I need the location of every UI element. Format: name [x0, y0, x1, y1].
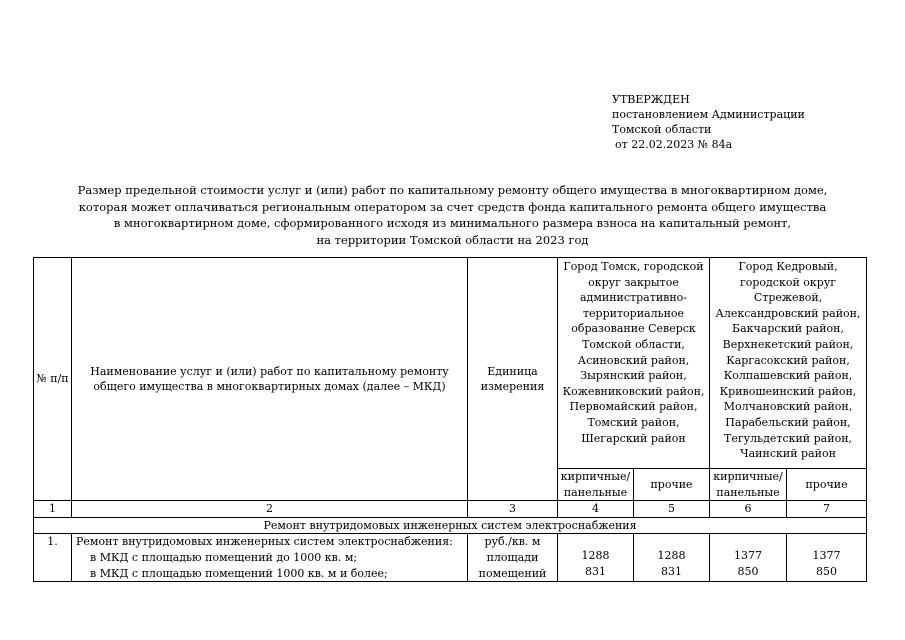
row-num: 1. — [34, 534, 72, 582]
value-small-area: 1288 — [581, 549, 610, 563]
col-number: 5 — [634, 501, 710, 518]
value-large-area: 850 — [816, 564, 838, 578]
section-title: Ремонт внутридомовых инженерных систем электроснабжения — [34, 517, 867, 534]
approval-line-3: Томской области — [612, 123, 712, 136]
col-number: 1 — [34, 501, 72, 518]
col-number: 2 — [72, 501, 468, 518]
row-value-cell — [558, 534, 634, 582]
table-row — [34, 534, 867, 582]
value-large-area: 831 — [585, 564, 606, 578]
value-small-area: 1377 — [734, 549, 763, 563]
row-name-cell — [72, 534, 468, 582]
header-num: № п/п — [34, 258, 72, 501]
row-name: Ремонт внутридомовых инженерных систем электроснабжения: — [76, 535, 453, 549]
row-subitem-2: в МКД с площадью помещений 1000 кв. м и более; — [90, 566, 388, 580]
approval-line-4: от 22.02.2023 № 84а — [615, 138, 733, 151]
subheader-other-2: прочие — [787, 469, 867, 501]
approval-line-1: УТВЕРЖДЕН — [612, 93, 690, 106]
price-table — [33, 257, 867, 582]
col-number: 7 — [787, 501, 867, 518]
approval-line-2: постановлением Администрации — [612, 108, 805, 121]
title-line-3: в многоквартирном доме, сформированного исходя из минимального размера взноса на капитальный ремонт, — [113, 216, 792, 230]
value-large-area: 850 — [737, 564, 759, 578]
column-number-row — [34, 501, 867, 518]
row-value-cell — [634, 534, 710, 582]
title-line-4: на территории Томской области на 2023 год — [316, 232, 589, 247]
row-subitem-1: в МКД с площадью помещений до 1000 кв. м; — [90, 550, 358, 564]
document-title — [40, 182, 865, 248]
row-unit: руб./кв. м площади помещений — [468, 534, 558, 582]
subheader-other-1: прочие — [634, 469, 710, 501]
subheader-brick-1: кирпичные/ панельные — [558, 469, 634, 501]
title-line-2: которая может оплачиваться региональным оператором за счет средств фонда капитального ремонта общего имущества — [78, 199, 827, 214]
header-group-1: Город Томск, городской округ закрытое административно-территориальное образование Северск Томской области, Асиновский район, Зырянский район, Кожевниковский район, Первомайский район, Томский район, Шегарский район — [558, 258, 710, 469]
value-small-area: 1377 — [812, 549, 841, 563]
title-line-1: Размер предельной стоимости услуг и (или) работ по капитальному ремонту общего имущества в многоквартирном доме, — [77, 183, 828, 197]
subheader-brick-2: кирпичные/ панельные — [710, 469, 787, 501]
row-value-cell — [787, 534, 867, 582]
header-name: Наименование услуг и (или) работ по капитальному ремонту общего имущества в многоквартирных домах (далее – МКД) — [72, 258, 468, 501]
col-number: 4 — [558, 501, 634, 518]
col-number: 3 — [468, 501, 558, 518]
header-unit: Единица измерения — [468, 258, 558, 501]
value-large-area: 831 — [661, 564, 682, 578]
header-group-2: Город Кедровый, городской округ Стрежевой, Александровский район, Бакчарский район, Верхнекетский район, Каргасокский район, Колпашевский район, Кривошеинский район, Молчановский район, Парабельский район, Тегульдетский район, Чаинский район — [710, 258, 867, 469]
row-value-cell — [710, 534, 787, 582]
value-small-area: 1288 — [657, 549, 686, 563]
col-number: 6 — [710, 501, 787, 518]
approval-block — [612, 92, 862, 152]
